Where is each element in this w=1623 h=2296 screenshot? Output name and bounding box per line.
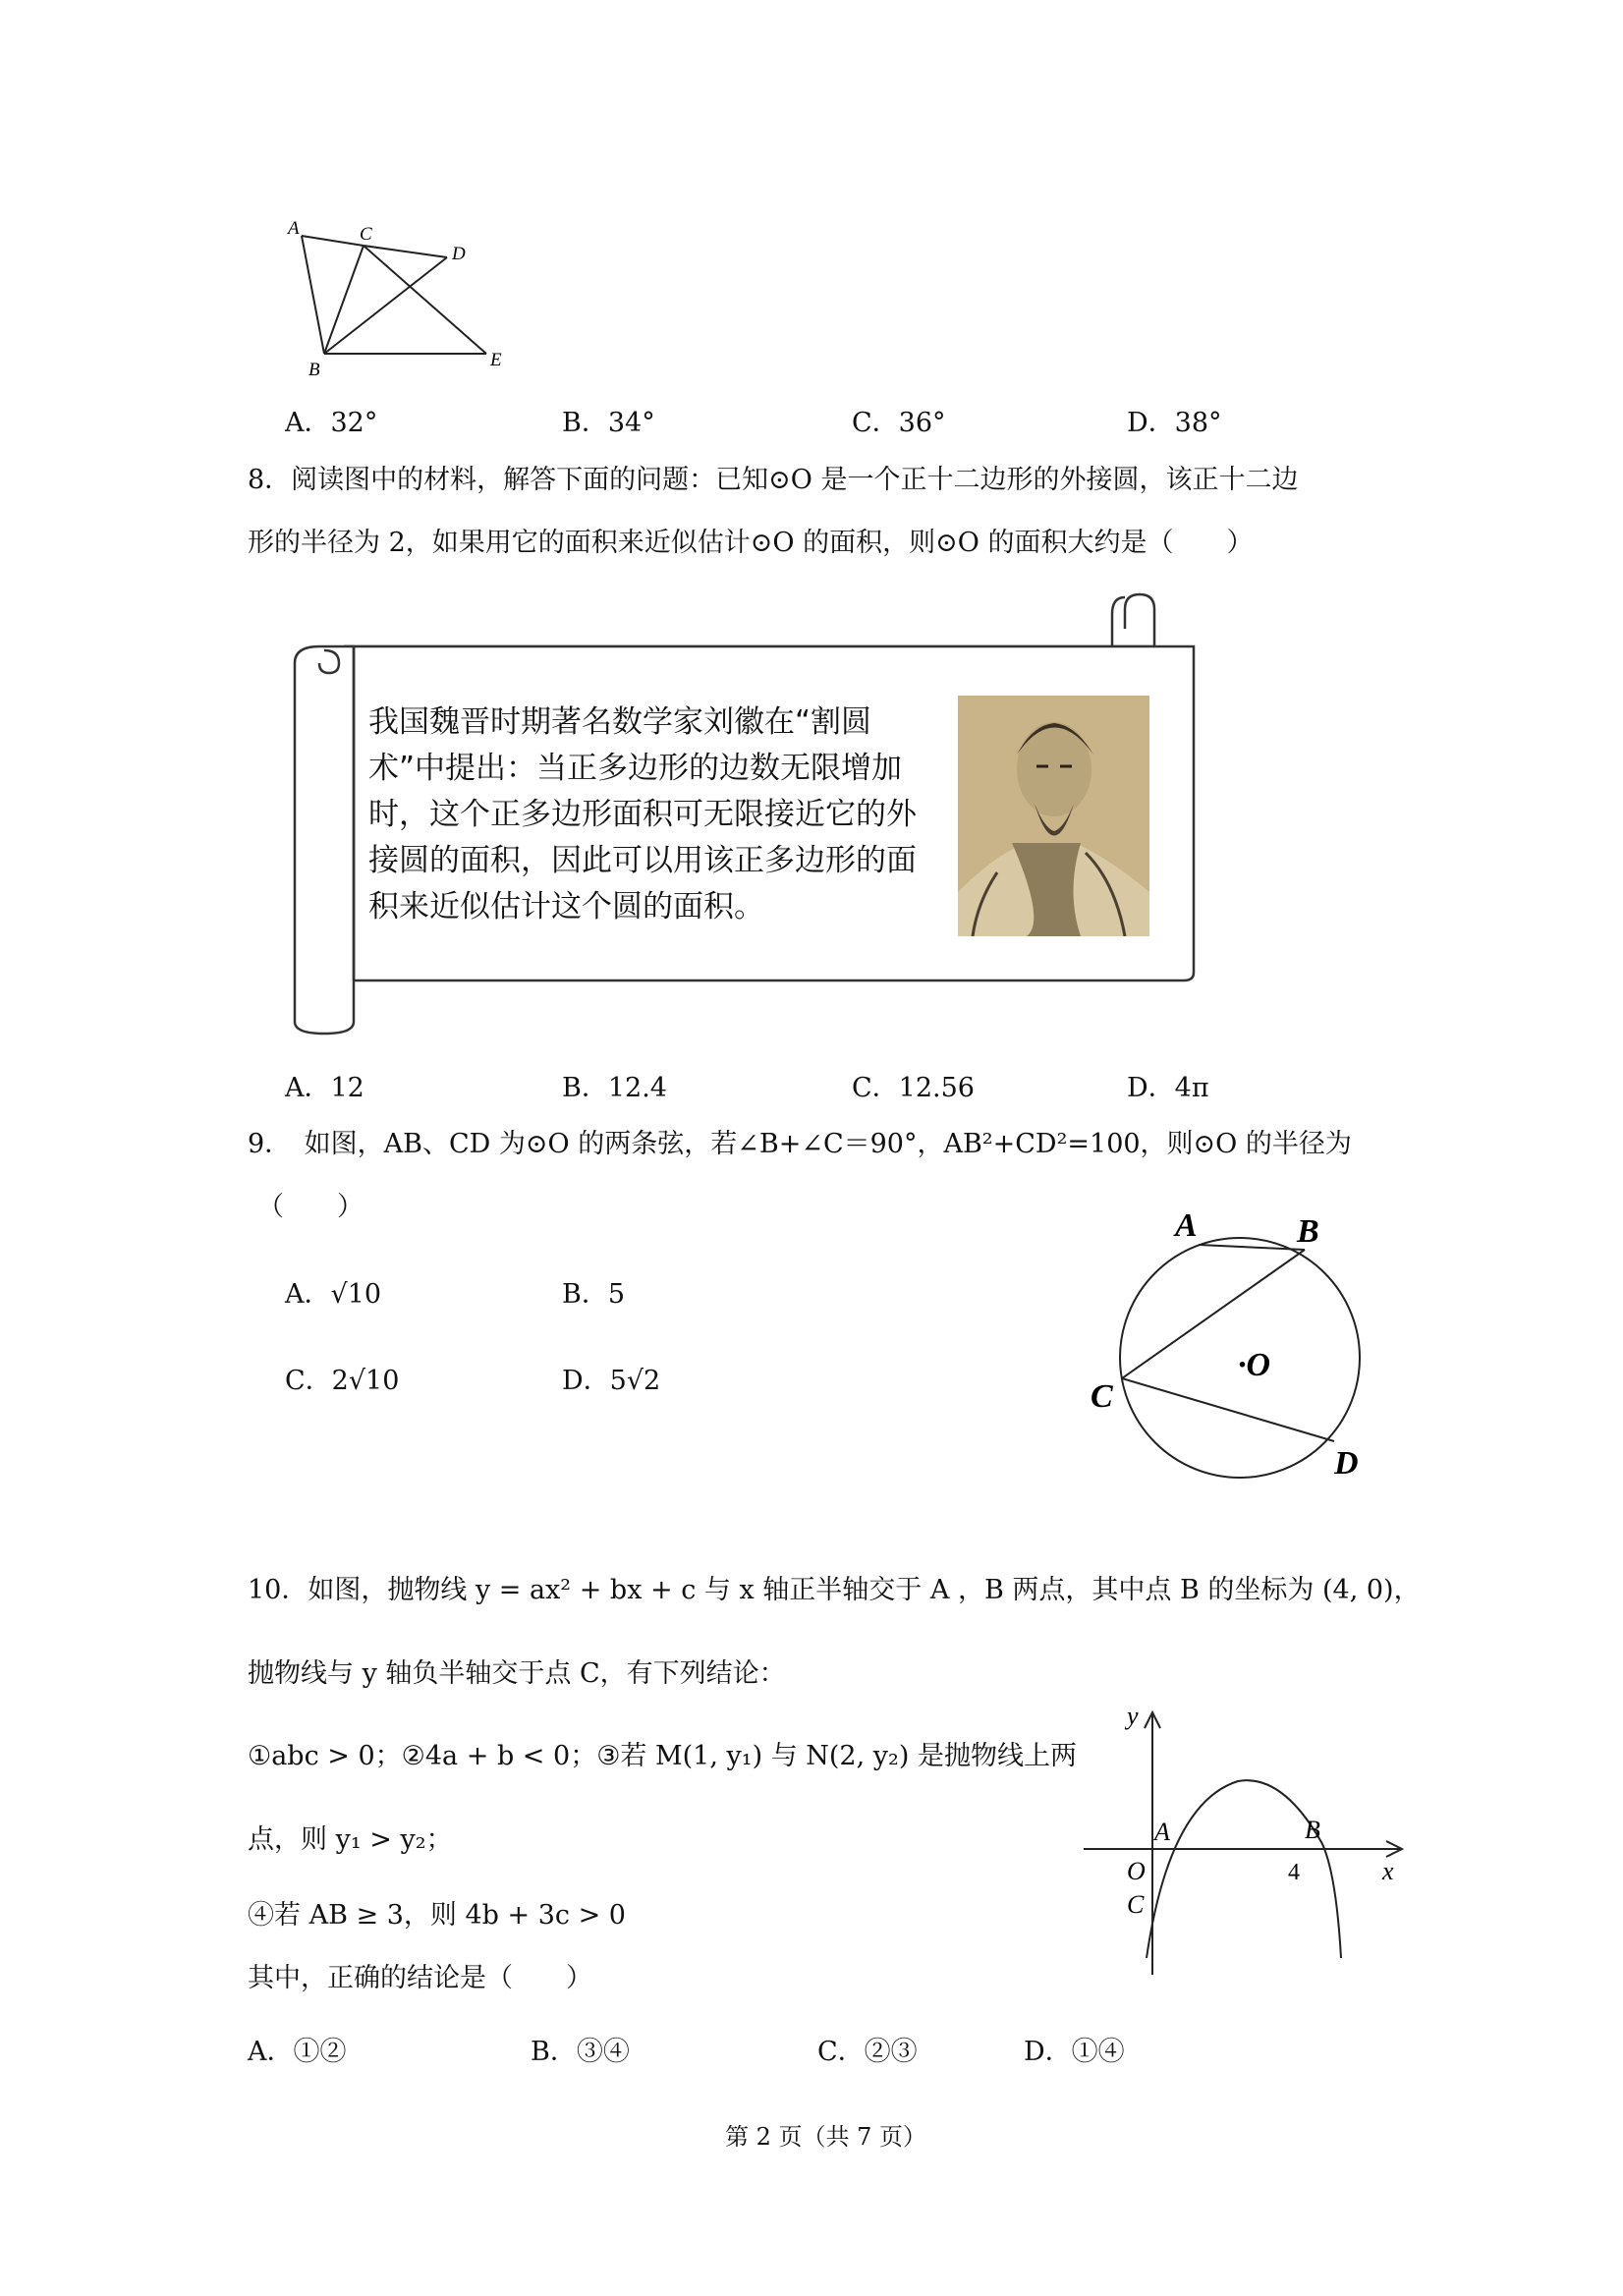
q7-figure: [280, 218, 516, 385]
q10-parabola-figure: [1076, 1695, 1410, 1980]
q8-stem-line1: 8．阅读图中的材料，解答下面的问题：已知⊙O 是一个正十二边形的外接圆，该正十二边: [248, 465, 1299, 495]
q10-option-c: C．②③: [817, 2037, 918, 2067]
q10-stem-line5: ④若 AB ≥ 3，则 4b + 3c > 0: [248, 1900, 626, 1931]
q10-option-a: A．①②: [248, 2037, 347, 2067]
q7-option-b: B．34°: [562, 408, 655, 438]
q8-option-c: C．12.56: [852, 1073, 975, 1103]
q9-label-b: B: [1297, 1213, 1319, 1250]
q7-option-a: A．32°: [285, 408, 378, 438]
q7-label-c: C: [360, 224, 372, 245]
q10-label-b: B: [1305, 1816, 1320, 1844]
q7-label-a: A: [288, 218, 300, 239]
q9-label-c: C: [1091, 1378, 1113, 1415]
q10-stem-line3: ①abc > 0；②4a + b < 0；③若 M(1, y₁) 与 N(2, y₂) 是抛物线上两: [248, 1741, 1077, 1771]
q10-stem-line4: 点，则 y₁ > y₂；: [248, 1824, 453, 1855]
q9-option-b: B．5: [562, 1279, 626, 1310]
q9-option-d: D．5√2: [562, 1366, 661, 1396]
q10-label-o: O: [1127, 1857, 1146, 1885]
q8-scroll-line2: 术”中提出：当正多边形的边数无限增加: [368, 751, 903, 786]
q8-stem-line2: 形的半径为 2，如果用它的面积来近似估计⊙O 的面积，则⊙O 的面积大约是（ ）: [248, 528, 1254, 558]
q7-label-e: E: [490, 350, 502, 370]
q7-label-d: D: [452, 244, 466, 264]
q10-option-d: D．①④: [1024, 2037, 1125, 2067]
page-footer: 第 2 页（共 7 页）: [725, 2123, 927, 2151]
q9-stem-line1: 9． 如图，AB、CD 为⊙O 的两条弦，若∠B+∠C＝90°，AB²+CD²=100，则⊙O 的半径为: [248, 1129, 1352, 1159]
q10-label-a: A: [1154, 1818, 1170, 1846]
q9-option-c: C．2√10: [285, 1366, 400, 1396]
q10-label-y: y: [1127, 1702, 1139, 1730]
q10-label-c: C: [1127, 1890, 1145, 1919]
q9-stem-line2: （ ）: [257, 1192, 364, 1222]
q7-option-d: D．38°: [1127, 408, 1222, 438]
q9-circle-figure: [1081, 1199, 1395, 1493]
q7-option-c: C．36°: [852, 408, 946, 438]
q9-label-a: A: [1175, 1207, 1198, 1244]
q10-label-x: x: [1382, 1857, 1394, 1885]
q8-scroll-line1: 我国魏晋时期著名数学家刘徽在“割圆: [368, 704, 872, 740]
q10-stem-line2: 抛物线与 y 轴负半轴交于点 C，有下列结论：: [248, 1658, 786, 1689]
q8-scroll-line5: 积来近似估计这个圆的面积。: [368, 889, 764, 924]
q7-label-b: B: [308, 360, 320, 380]
q9-label-o: ·O: [1238, 1347, 1271, 1383]
liu-hui-portrait: [958, 696, 1149, 936]
q10-stem-line1: 10．如图，抛物线 y = ax² + bx + c 与 x 轴正半轴交于 A ，B 两点，其中点 B 的坐标为 (4, 0)，: [248, 1575, 1421, 1605]
q10-label-four: 4: [1288, 1860, 1300, 1885]
q9-option-a: A．√10: [285, 1279, 382, 1310]
q8-scroll-line3: 时，这个正多边形面积可无限接近它的外: [368, 797, 917, 832]
q10-option-b: B．③④: [531, 2037, 630, 2067]
q8-option-b: B．12.4: [562, 1073, 667, 1103]
q8-option-d: D．4π: [1127, 1073, 1209, 1103]
q8-scroll-line4: 接圆的面积，因此可以用该正多边形的面: [368, 843, 917, 878]
q9-label-d: D: [1334, 1445, 1359, 1482]
q10-stem-line6: 其中，正确的结论是（ ）: [248, 1963, 592, 1993]
q8-option-a: A．12: [285, 1073, 364, 1103]
